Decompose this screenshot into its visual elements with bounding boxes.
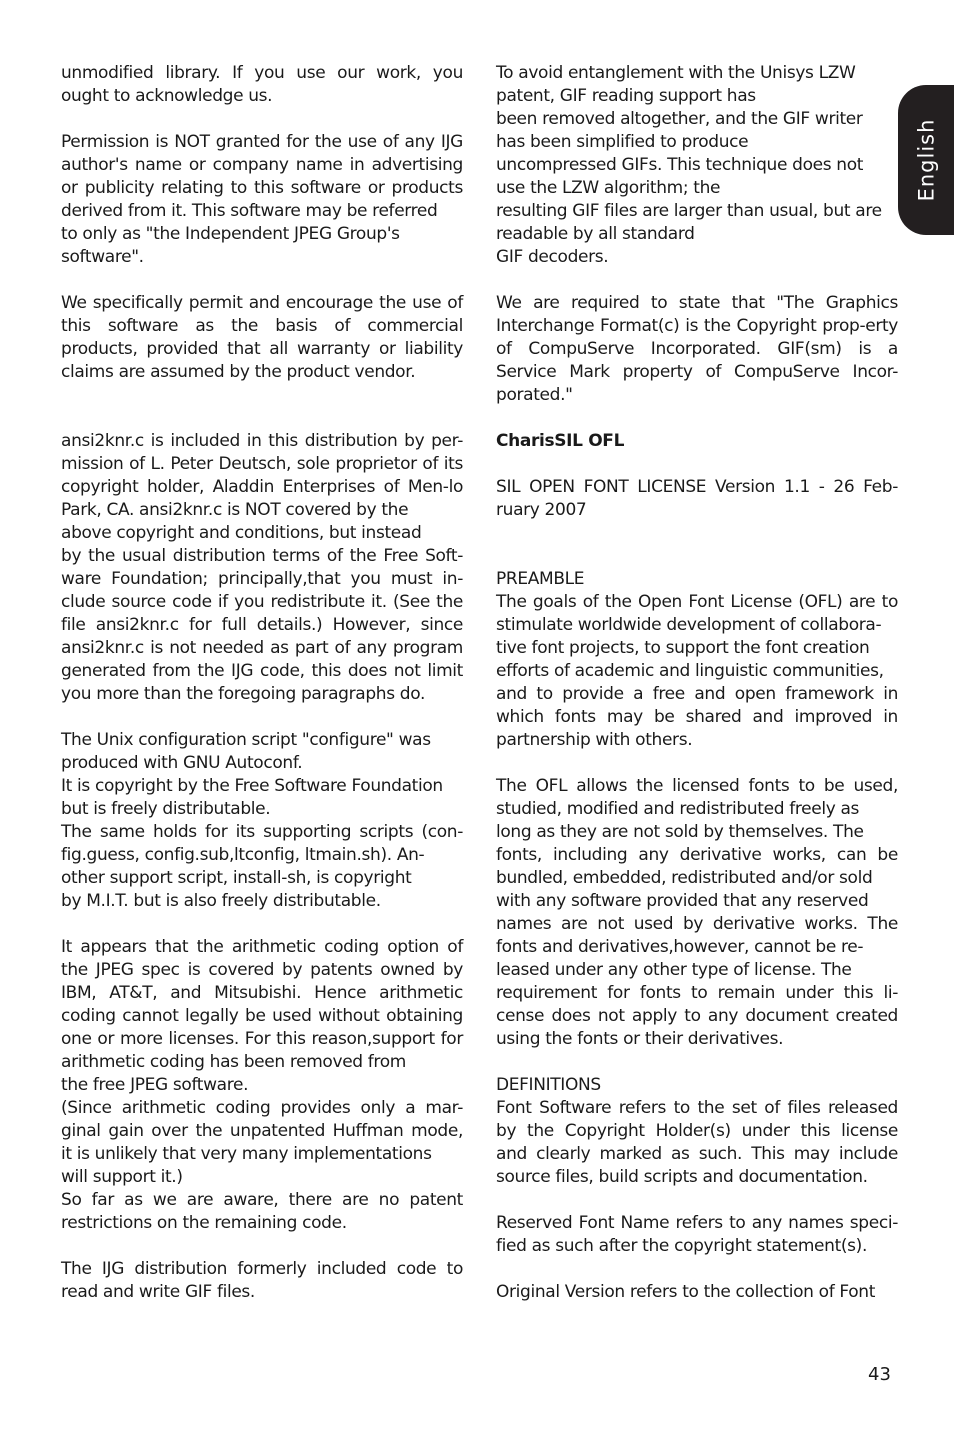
autoconf-line: It is copyright by the Free Software Foundation xyxy=(61,776,443,796)
autoconf-line: by M.I.T. but is also freely distributable. xyxy=(61,891,381,911)
arithmetic-coding-paragraph xyxy=(61,936,463,1235)
preamble-text: The goals of the Open Font License (OFL) are to stimulate worldwide development of collabora- xyxy=(496,592,898,635)
reserved-font-name-paragraph: Reserved Font Name refers to any names speci-fied as such after the copyright statement(s). xyxy=(496,1213,898,1256)
preamble-text: and to provide a free and open framework in which fonts may be shared and improved in partnership with others. xyxy=(496,684,898,750)
ofl-line: with any software provided that any reserved xyxy=(496,891,869,911)
ofl-line: leased under any other type of license. The xyxy=(496,960,852,980)
language-tab xyxy=(898,85,954,235)
autoconf-text: The same holds for its supporting scripts (con-fig.guess, config.sub,ltconfig, ltmain.sh). An- xyxy=(61,822,463,865)
permission-text: Permission is NOT granted for the use of any IJG author's name or company name in advertising or publicity relating to this software or products derived from it. This software may be referred xyxy=(61,132,463,221)
gif-support-paragraph xyxy=(496,62,898,269)
preamble-title: PREAMBLE xyxy=(496,569,585,589)
ofl-text: requirement for fonts to remain under this li-cense does not apply to any document created using the fonts or their derivatives. xyxy=(496,983,898,1049)
arithmetic-text: So far as we are aware, there are no patent restrictions on the remaining code. xyxy=(61,1190,463,1233)
acknowledge-paragraph: unmodified library. If you use our work, you ought to acknowledge us. xyxy=(61,63,463,106)
preamble-line: tive font projects, to support the font creation xyxy=(496,638,870,658)
ansi2knr-text: ansi2knr.c is included in this distribution by per-mission of L. Peter Deutsch, sole proprietor of its copyright holder, Aladdin Enterprises of Men-lo Park, CA. ansi2knr.c is NOT covered by the xyxy=(61,431,463,520)
arithmetic-line: will support it.) xyxy=(61,1167,183,1187)
ofl-text: fonts, including any derivative works, can be bundled, embedded, redistributed and/or sold xyxy=(496,845,898,888)
compuserve-paragraph: We are required to state that "The Graphics Interchange Format(c) is the Copyright prop-erty of CompuServe Incorporated. GIF(sm) is a Service Mark property of CompuServe Incor-porated." xyxy=(496,293,898,405)
section-heading: CharisSIL OFL xyxy=(496,431,625,451)
autoconf-line: other support script, install-sh, is copyright xyxy=(61,868,412,888)
page-number: 43 xyxy=(868,1364,891,1385)
gif-text: uncompressed GIFs. This technique does not xyxy=(496,155,864,175)
gif-line: patent, GIF reading support has xyxy=(496,86,756,106)
gif-line: GIF decoders. xyxy=(496,247,609,267)
gif-line: has been simplified to produce xyxy=(496,132,749,152)
gif-line: readable by all standard xyxy=(496,224,695,244)
autoconf-line: but is freely distributable. xyxy=(61,799,271,819)
gif-line: use the LZW algorithm; the xyxy=(496,178,721,198)
spacer xyxy=(61,407,463,430)
arithmetic-text: It appears that the arithmetic coding option of the JPEG spec is covered by patents owned by IBM, AT&T, and Mitsubishi. Hence arithmetic coding cannot legally be used without obtaining one or more licenses. For this reason,support for arithmetic coding has been removed from xyxy=(61,937,463,1072)
ofl-line: long as they are not sold by themselves. The xyxy=(496,822,864,842)
definitions-paragraph xyxy=(496,1074,898,1189)
arithmetic-text: (Since arithmetic coding provides only a mar-ginal gain over the unpatented Huffman mode, it is unlikely that very many implementations xyxy=(61,1098,463,1164)
license-version-paragraph: SIL OPEN FONT LICENSE Version 1.1 - 26 Feb-ruary 2007 xyxy=(496,477,898,520)
original-version-paragraph: Original Version refers to the collection of Font xyxy=(496,1282,876,1302)
gif-text: To avoid entanglement with the Unisys LZW xyxy=(496,63,856,83)
language-tab-label: English xyxy=(914,118,939,202)
gif-history-paragraph: The IJG distribution formerly included code to read and write GIF files. xyxy=(61,1259,463,1302)
ofl-text: names are not used by derivative works. The fonts and derivatives,however, cannot be re- xyxy=(496,914,898,957)
arithmetic-line: the free JPEG software. xyxy=(61,1075,249,1095)
ansi2knr-line: above copyright and conditions, but instead xyxy=(61,523,422,543)
autoconf-line: produced with GNU Autoconf. xyxy=(61,753,303,773)
permission-line: software". xyxy=(61,247,144,267)
gif-text: been removed altogether, and the GIF writer xyxy=(496,109,863,129)
commercial-use-paragraph: We specifically permit and encourage the use of this software as the basis of commercial products, provided that all warranty or liability claims are assumed by the product vendor. xyxy=(61,293,463,382)
spacer xyxy=(496,545,898,568)
ofl-text: The OFL allows the licensed fonts to be used, studied, modified and redistributed freely as xyxy=(496,776,898,819)
ansi2knr-paragraph xyxy=(61,430,463,706)
right-column xyxy=(496,62,898,1327)
preamble-line: efforts of academic and linguistic communities, xyxy=(496,661,884,681)
left-column xyxy=(61,62,463,1327)
autoconf-paragraph xyxy=(61,729,463,913)
ansi2knr-text: by the usual distribution terms of the Free Soft-ware Foundation; principally,that you must in-clude source code if you redistribute it. (See the file ansi2knr.c for full details.) However, since ansi2knr.c is not needed as part of any program generated from the IJG code, this does not limit you more than the foregoing paragraphs do. xyxy=(61,546,463,704)
ofl-paragraph xyxy=(496,775,898,1051)
autoconf-line: The Unix configuration script "configure" was xyxy=(61,730,431,750)
permission-paragraph xyxy=(61,131,463,269)
definitions-title: DEFINITIONS xyxy=(496,1075,601,1095)
permission-line: to only as "the Independent JPEG Group's xyxy=(61,224,400,244)
preamble-paragraph xyxy=(496,568,898,752)
gif-text: resulting GIF files are larger than usual, but are xyxy=(496,201,882,221)
definitions-text: Font Software refers to the set of files released by the Copyright Holder(s) under this license and clearly marked as such. This may include source files, build scripts and documentation. xyxy=(496,1098,898,1187)
